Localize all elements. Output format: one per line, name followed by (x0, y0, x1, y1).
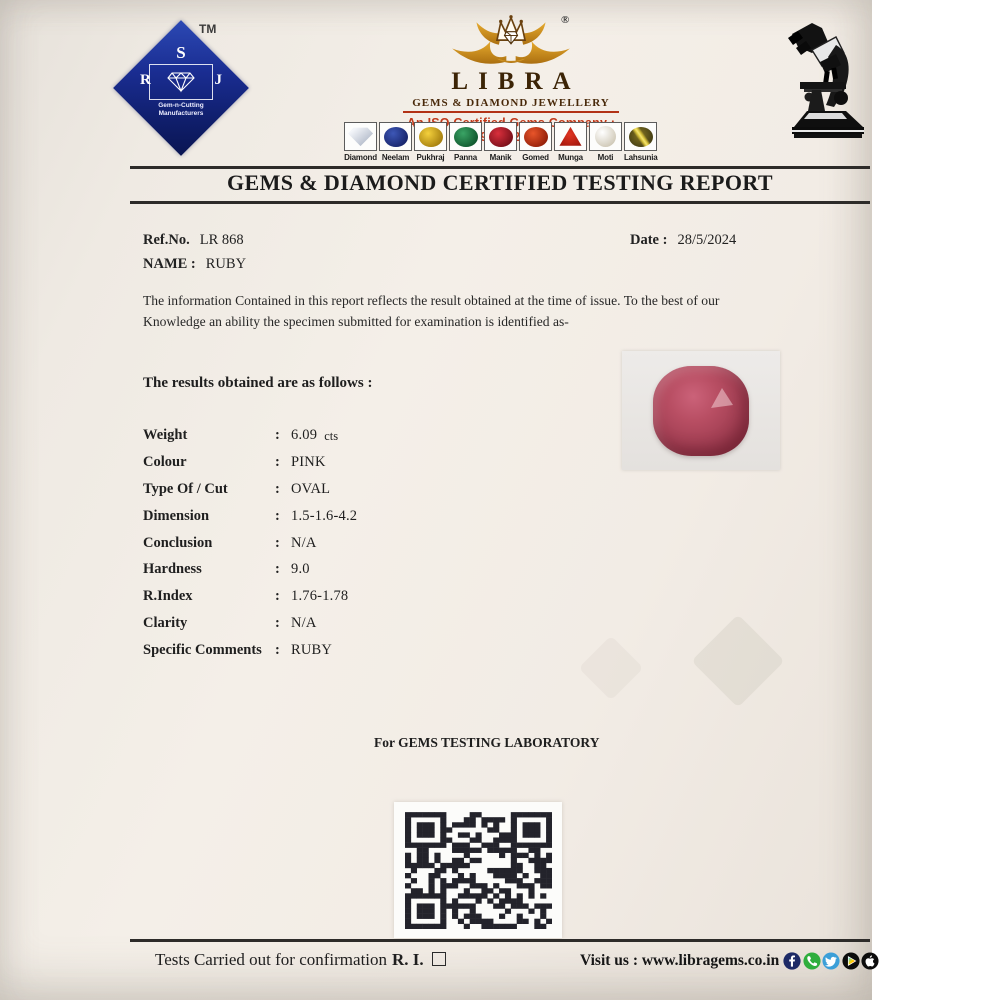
name-value: RUBY (205, 256, 247, 272)
gem-name-label: Panna (453, 153, 477, 162)
ref-label: Ref.No. (143, 232, 190, 248)
result-value: 9.0 (291, 561, 310, 578)
result-label: Clarity (143, 615, 188, 632)
gem-name-label: Manik (489, 153, 512, 162)
srj-manufacturer-logo (113, 20, 251, 162)
result-value: PINK (291, 453, 326, 470)
libra-brand-name: LIBRA (451, 68, 581, 95)
result-value: 1.5-1.6-4.2 (291, 507, 358, 524)
gem-name-label: Diamond (344, 153, 377, 162)
specimen-photo (622, 351, 780, 470)
gem-legend-item (484, 122, 517, 162)
gem-legend-item (519, 122, 552, 162)
trademark-symbol: TM (199, 22, 217, 36)
footer-rule (130, 939, 870, 942)
result-row (143, 454, 357, 481)
gem-legend-row (344, 122, 657, 162)
website-link[interactable]: Visit us : www.libragems.co.in (580, 952, 780, 969)
result-value: 6.09 (291, 427, 318, 443)
libra-crest-icon (441, 12, 581, 72)
neelam-gem-icon (379, 122, 412, 151)
title-top-rule (130, 166, 870, 169)
result-value: OVAL (291, 480, 331, 497)
moti-gem-icon (589, 122, 622, 151)
gem-legend-item (624, 122, 657, 162)
name-label: NAME : (143, 256, 196, 272)
result-value: N/A (291, 615, 317, 632)
disclaimer-paragraph (143, 290, 719, 332)
result-label: Dimension (143, 507, 210, 524)
result-colon: : (275, 534, 280, 551)
gem-name-label: Pukhraj (416, 153, 445, 162)
result-value: RUBY (291, 642, 333, 659)
manik-gem-icon (484, 122, 517, 151)
footer-confirmation (155, 950, 446, 970)
date-label: Date : (630, 232, 668, 248)
google-play-icon[interactable] (842, 952, 860, 970)
result-label: Colour (143, 453, 187, 470)
diamond-gem-icon (344, 122, 377, 151)
gem-legend-item (414, 122, 447, 162)
result-row (143, 588, 357, 615)
result-value: N/A (291, 534, 317, 551)
lahsunia-gem-icon (624, 122, 657, 151)
result-row (143, 427, 357, 454)
footer-confirmation-text: Tests Carried out for confirmation (155, 950, 388, 969)
result-colon: : (275, 588, 280, 605)
registered-symbol: ® (561, 14, 570, 26)
result-row (143, 508, 357, 535)
srj-letter-j: J (214, 72, 222, 88)
gem-legend-item (344, 122, 377, 162)
twitter-icon[interactable] (822, 952, 840, 970)
apple-icon[interactable] (861, 952, 879, 970)
whatsapp-icon[interactable] (803, 952, 821, 970)
result-colon: : (275, 453, 280, 470)
result-row (143, 561, 357, 588)
reference-number-row (143, 232, 244, 249)
disclaimer-line1: The information Contained in this report reflects the result obtained at the time of issue. To the best of our (143, 293, 720, 308)
footer-visit (580, 952, 879, 970)
gem-name-label: Gomed (522, 153, 549, 162)
gem-name-label: Neelam (381, 153, 410, 162)
result-colon: : (275, 507, 280, 524)
result-unit: cts (324, 429, 339, 443)
gem-legend-item (449, 122, 482, 162)
result-colon: : (275, 480, 280, 497)
srj-letter-s: S (176, 43, 186, 62)
disclaimer-line2: Knowledge an ability the specimen submitted for examination is identified as- (143, 314, 569, 330)
result-value: 1.76-1.78 (291, 588, 349, 605)
gomed-gem-icon (519, 122, 552, 151)
results-table (143, 427, 357, 669)
result-label: Specific Comments (143, 642, 262, 659)
date-row (630, 232, 736, 249)
footer-ri-label: R. I. (392, 950, 424, 969)
facebook-icon[interactable] (783, 952, 801, 970)
result-row (143, 615, 357, 642)
results-heading: The results obtained are as follows : (143, 375, 373, 391)
result-label: Weight (143, 427, 188, 443)
ref-value: LR 868 (199, 232, 244, 248)
result-colon: : (275, 561, 280, 578)
srj-text-line2: Manufacturers (158, 110, 204, 117)
laboratory-signature-line: For GEMS TESTING LABORATORY (374, 735, 600, 750)
social-icons (783, 952, 879, 970)
srj-diamond-shape (113, 20, 249, 156)
ruby-stone-image (653, 366, 749, 456)
stone-facet-highlight (711, 388, 733, 408)
result-label: Conclusion (143, 534, 213, 551)
result-colon: : (275, 642, 280, 659)
gem-name-label: Moti (597, 153, 614, 162)
result-row (143, 535, 357, 562)
date-value: 28/5/2024 (677, 232, 737, 248)
gem-name-label: Munga (558, 153, 583, 162)
result-colon: : (275, 615, 280, 632)
result-row (143, 481, 357, 508)
ri-checkbox[interactable] (432, 952, 446, 966)
gem-legend-item (589, 122, 622, 162)
result-label: R.Index (143, 588, 193, 605)
result-label: Type Of / Cut (143, 480, 228, 497)
munga-gem-icon (554, 122, 587, 151)
photo-background (872, 0, 1000, 1000)
gem-legend-item (554, 122, 587, 162)
libra-tagline: GEMS & DIAMOND JEWELLERY (412, 97, 610, 109)
title-bottom-rule (130, 201, 870, 204)
qr-code[interactable] (394, 802, 562, 938)
microscope-image (784, 18, 874, 140)
gem-legend-item (379, 122, 412, 162)
srj-text-line1: Gem-n-Cutting (158, 102, 204, 109)
result-label: Hardness (143, 561, 202, 578)
panna-gem-icon (449, 122, 482, 151)
diamond-icon (166, 65, 196, 93)
name-row (143, 256, 246, 273)
gem-name-label: Lahsunia (624, 153, 658, 162)
page-title: GEMS & DIAMOND CERTIFIED TESTING REPORT (227, 170, 773, 195)
srj-letter-r: R (140, 72, 151, 88)
result-colon: : (275, 427, 280, 443)
result-row (143, 642, 357, 669)
pukhraj-gem-icon (414, 122, 447, 151)
